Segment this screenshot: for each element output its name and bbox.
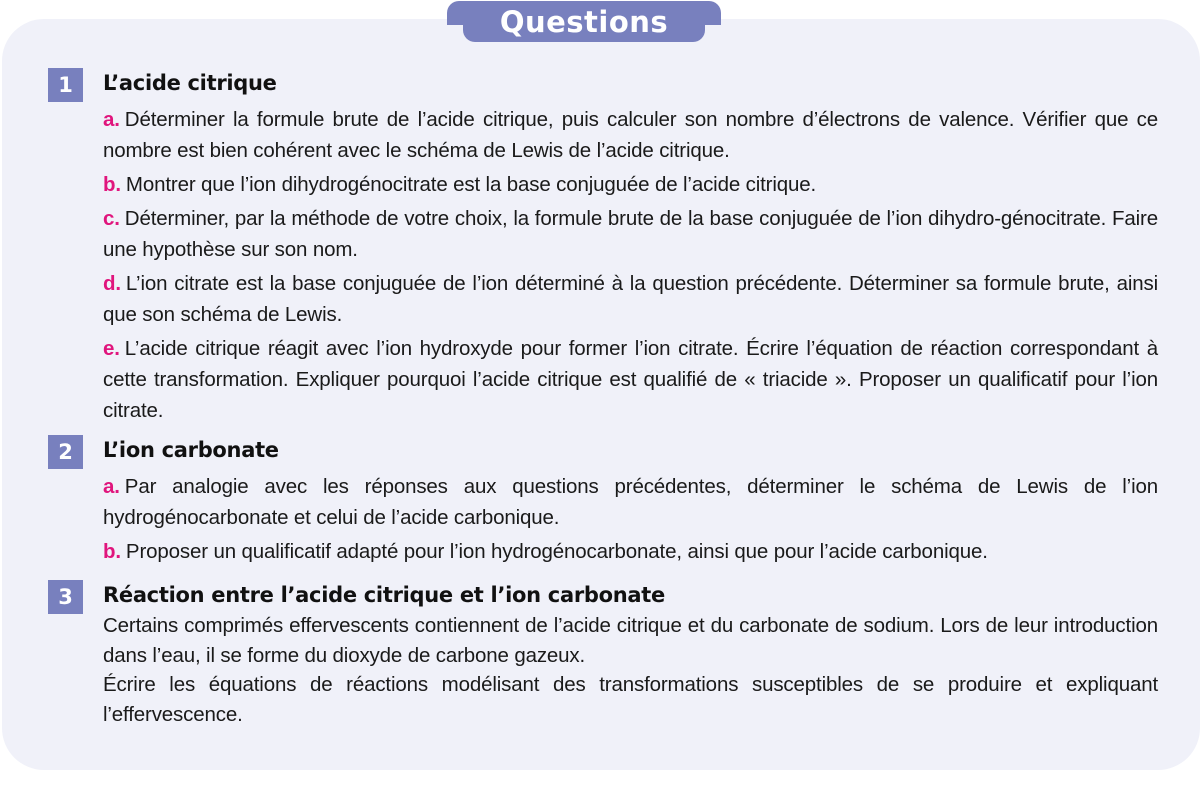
section-number-badge: 2	[48, 435, 83, 469]
section-paragraph: Écrire les équations de réactions modélisant des transformations susceptibles de se produire et expliquant l’effervescence.	[103, 673, 1158, 726]
question-text: L’ion citrate est la base conjuguée de l’ion déterminé à la question précédente. Déterminer sa formule brute, ainsi que son schéma de Lewis.	[103, 272, 1158, 326]
section-title: L’ion carbonate	[103, 438, 279, 462]
section-number-badge: 3	[48, 580, 83, 614]
question-item	[103, 268, 1158, 330]
questions-tab-title: Questions	[463, 1, 705, 42]
question-letter: a.	[103, 475, 120, 498]
section-body	[103, 611, 1158, 729]
question-list	[103, 104, 1158, 429]
question-letter: b.	[103, 540, 121, 563]
question-item	[103, 169, 1158, 200]
question-text: Déterminer, par la méthode de votre choix, la formule brute de la base conjuguée de l’ion dihydro-génocitrate. Faire une hypothèse sur son nom.	[103, 207, 1158, 261]
question-letter: c.	[103, 207, 120, 230]
section-paragraph: Certains comprimés effervescents contiennent de l’acide citrique et du carbonate de sodium. Lors de leur introduction dans l’eau, il se forme du dioxyde de carbone gazeux.	[103, 614, 1158, 667]
question-item	[103, 104, 1158, 166]
section-title: Réaction entre l’acide citrique et l’ion carbonate	[103, 583, 665, 607]
question-text: Montrer que l’ion dihydrogénocitrate est la base conjuguée de l’acide citrique.	[125, 173, 817, 196]
question-text: Par analogie avec les réponses aux questions précédentes, déterminer le schéma de Lewis de l’ion hydrogénocarbonate et celui de l’acide carbonique.	[103, 475, 1158, 529]
question-item	[103, 203, 1158, 265]
question-letter: a.	[103, 108, 120, 131]
question-list	[103, 471, 1158, 570]
question-text: Proposer un qualificatif adapté pour l’ion hydrogénocarbonate, ainsi que pour l’acide carbonique.	[125, 540, 988, 563]
question-letter: d.	[103, 272, 121, 295]
section-title: L’acide citrique	[103, 71, 277, 95]
question-item	[103, 333, 1158, 426]
question-text: Déterminer la formule brute de l’acide citrique, puis calculer son nombre d’électrons de valence. Vérifier que ce nombre est bien cohérent avec le schéma de Lewis de l’acide citrique.	[103, 108, 1158, 162]
section-number-badge: 1	[48, 68, 83, 102]
question-item	[103, 471, 1158, 533]
question-letter: b.	[103, 173, 121, 196]
question-text: L’acide citrique réagit avec l’ion hydroxyde pour former l’ion citrate. Écrire l’équation de réaction correspondant à cette transformation. Expliquer pourquoi l’acide citrique est qualifié de « triacide ». Proposer un qualificatif pour l’ion citrate.	[103, 337, 1158, 422]
question-letter: e.	[103, 337, 120, 360]
question-item	[103, 536, 1158, 567]
